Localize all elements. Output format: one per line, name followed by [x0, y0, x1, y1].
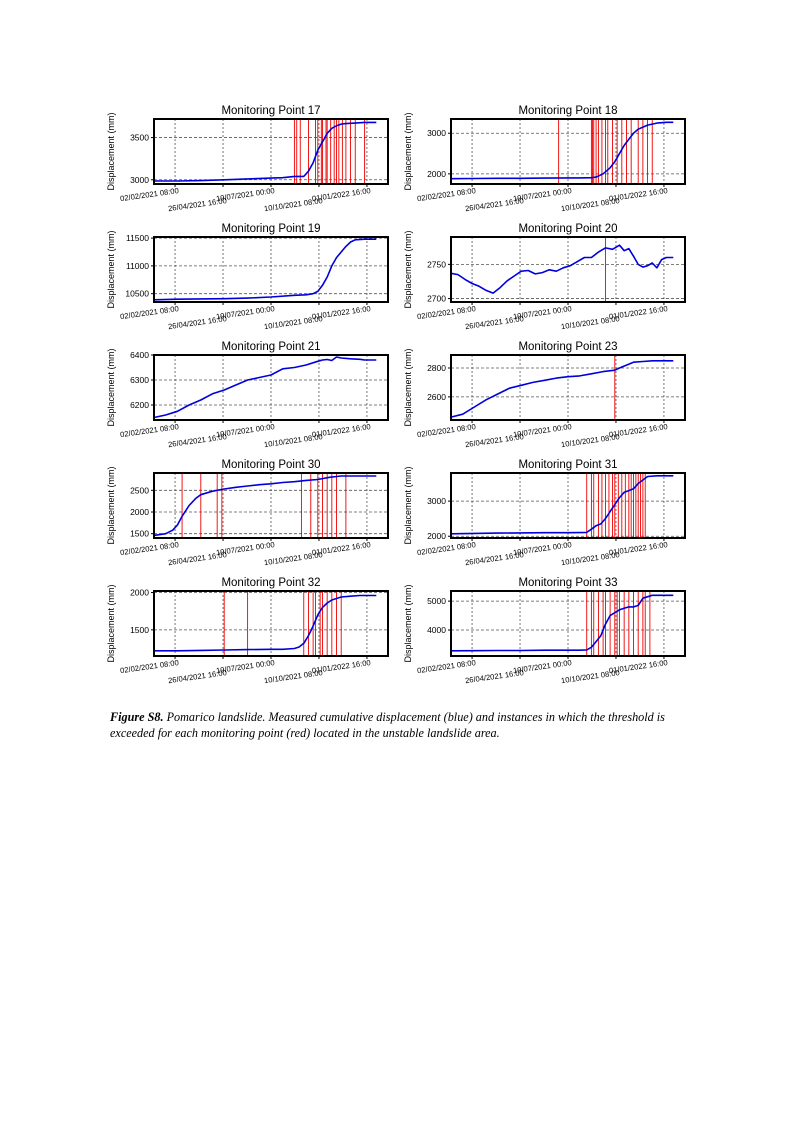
y-tick-label: 2750 [427, 259, 446, 270]
x-tick-label: 26/04/2021 16:00 [167, 668, 228, 686]
y-tick-label: 1500 [130, 624, 149, 635]
y-tick-label: 2000 [130, 507, 149, 517]
y-tick-label: 2000 [427, 168, 446, 179]
x-tick-label: 19/07/2021 00:00 [215, 658, 276, 676]
y-tick-label: 11000 [125, 260, 149, 271]
y-axis-label: Displacement (mm) [106, 112, 116, 191]
x-tick-label: 10/10/2021 08:00 [263, 196, 324, 214]
y-tick-label: 6200 [130, 400, 149, 410]
y-tick-label: 2800 [427, 363, 446, 373]
x-tick-label: 26/04/2021 16:00 [167, 314, 228, 332]
x-tick-label: 19/07/2021 00:00 [215, 422, 276, 440]
x-tick-label: 26/04/2021 16:00 [464, 550, 525, 568]
x-tick-label: 01/01/2022 16:00 [608, 304, 669, 322]
y-tick-label: 5000 [427, 596, 446, 607]
x-tick-label: 26/04/2021 16:00 [464, 432, 525, 450]
x-tick-label: 02/02/2021 08:00 [416, 304, 477, 322]
chart-title: Monitoring Point 31 [518, 459, 618, 471]
chart-panel-8 [403, 459, 685, 567]
y-tick-label: 3000 [427, 128, 446, 139]
x-tick-label: 01/01/2022 16:00 [608, 658, 669, 676]
chart-title: Monitoring Point 19 [221, 223, 321, 235]
x-tick-label: 19/07/2021 00:00 [215, 304, 276, 322]
y-tick-label: 2600 [427, 391, 446, 402]
x-tick-label: 02/02/2021 08:00 [119, 304, 180, 322]
y-axis-label: Displacement (mm) [403, 230, 413, 309]
y-tick-label: 3000 [130, 174, 149, 185]
x-tick-label: 10/10/2021 08:00 [263, 432, 324, 450]
chart-panel-3 [106, 223, 388, 331]
x-tick-label: 01/01/2022 16:00 [311, 540, 372, 558]
y-axis-label: Displacement (mm) [106, 466, 116, 545]
y-tick-label: 11500 [125, 233, 149, 244]
y-axis-label: Displacement (mm) [106, 348, 116, 427]
y-axis-label: Displacement (mm) [106, 584, 116, 663]
x-tick-label: 02/02/2021 08:00 [119, 186, 180, 204]
chart-panel-7 [106, 459, 388, 567]
x-tick-label: 01/01/2022 16:00 [311, 422, 372, 440]
y-tick-label: 3000 [427, 496, 446, 507]
x-tick-label: 01/01/2022 16:00 [311, 186, 372, 204]
y-tick-label: 6300 [130, 375, 149, 385]
chart-panel-4 [403, 223, 685, 331]
x-tick-label: 26/04/2021 16:00 [167, 196, 228, 214]
chart-title: Monitoring Point 21 [221, 341, 321, 353]
y-axis-label: Displacement (mm) [106, 230, 116, 309]
chart-panel-9 [106, 577, 388, 685]
x-tick-label: 19/07/2021 00:00 [512, 658, 573, 676]
x-tick-label: 02/02/2021 08:00 [416, 540, 477, 558]
x-tick-label: 26/04/2021 16:00 [167, 432, 228, 450]
x-tick-label: 10/10/2021 08:00 [560, 196, 621, 214]
x-tick-label: 26/04/2021 16:00 [464, 196, 525, 214]
x-tick-label: 26/04/2021 16:00 [464, 668, 525, 686]
chart-panel-1 [106, 105, 388, 213]
x-tick-label: 01/01/2022 16:00 [608, 422, 669, 440]
x-tick-label: 02/02/2021 08:00 [119, 658, 180, 676]
y-tick-label: 2700 [427, 293, 446, 304]
figure-caption [110, 709, 710, 741]
x-tick-label: 01/01/2022 16:00 [608, 540, 669, 558]
y-axis-label: Displacement (mm) [403, 112, 413, 191]
chart-panel-10 [403, 577, 685, 685]
caption-label: Figure S8. [110, 710, 164, 724]
x-tick-label: 02/02/2021 08:00 [416, 186, 477, 204]
x-tick-label: 10/10/2021 08:00 [263, 550, 324, 568]
x-tick-label: 01/01/2022 16:00 [311, 304, 372, 322]
chart-panel-6 [403, 341, 685, 449]
chart-title: Monitoring Point 23 [518, 341, 618, 353]
x-tick-label: 19/07/2021 00:00 [512, 186, 573, 204]
chart-panel-2 [403, 105, 685, 213]
chart-title: Monitoring Point 18 [518, 105, 618, 117]
x-tick-label: 10/10/2021 08:00 [560, 314, 621, 332]
y-axis-label: Displacement (mm) [403, 348, 413, 427]
chart-title: Monitoring Point 30 [221, 459, 321, 471]
x-tick-label: 10/10/2021 08:00 [263, 668, 324, 686]
y-tick-label: 6400 [130, 350, 149, 360]
y-tick-label: 2000 [130, 587, 149, 598]
chart-title: Monitoring Point 33 [518, 577, 618, 589]
chart-title: Monitoring Point 17 [221, 105, 321, 117]
y-tick-label: 10500 [125, 288, 149, 299]
x-tick-label: 02/02/2021 08:00 [416, 658, 477, 676]
x-tick-label: 10/10/2021 08:00 [560, 668, 621, 686]
chart-title: Monitoring Point 32 [221, 577, 321, 589]
x-tick-label: 10/10/2021 08:00 [560, 550, 621, 568]
y-axis-label: Displacement (mm) [403, 584, 413, 663]
x-tick-label: 01/01/2022 16:00 [608, 186, 669, 204]
x-tick-label: 19/07/2021 00:00 [512, 304, 573, 322]
x-tick-label: 26/04/2021 16:00 [464, 314, 525, 332]
y-tick-label: 2500 [130, 485, 149, 496]
x-tick-label: 10/10/2021 08:00 [263, 314, 324, 332]
x-tick-label: 19/07/2021 00:00 [215, 540, 276, 558]
x-tick-label: 02/02/2021 08:00 [119, 422, 180, 440]
x-tick-label: 19/07/2021 00:00 [215, 186, 276, 204]
caption-text: Pomarico landslide. Measured cumulative displacement (blue) and instances in which the threshold is exceeded for each monitoring point (red) located in the unstable landslide area. [110, 710, 665, 740]
x-tick-label: 10/10/2021 08:00 [560, 432, 621, 450]
x-tick-label: 02/02/2021 08:00 [119, 540, 180, 558]
y-tick-label: 2000 [427, 531, 446, 542]
y-tick-label: 1500 [130, 528, 149, 539]
y-axis-label: Displacement (mm) [403, 466, 413, 545]
x-tick-label: 02/02/2021 08:00 [416, 422, 477, 440]
chart-panel-5 [106, 341, 388, 449]
x-tick-label: 19/07/2021 00:00 [512, 422, 573, 440]
y-tick-label: 3500 [130, 132, 149, 143]
y-tick-label: 4000 [427, 625, 446, 635]
chart-title: Monitoring Point 20 [518, 223, 618, 235]
x-tick-label: 19/07/2021 00:00 [512, 540, 573, 558]
x-tick-label: 01/01/2022 16:00 [311, 658, 372, 676]
x-tick-label: 26/04/2021 16:00 [167, 550, 228, 568]
